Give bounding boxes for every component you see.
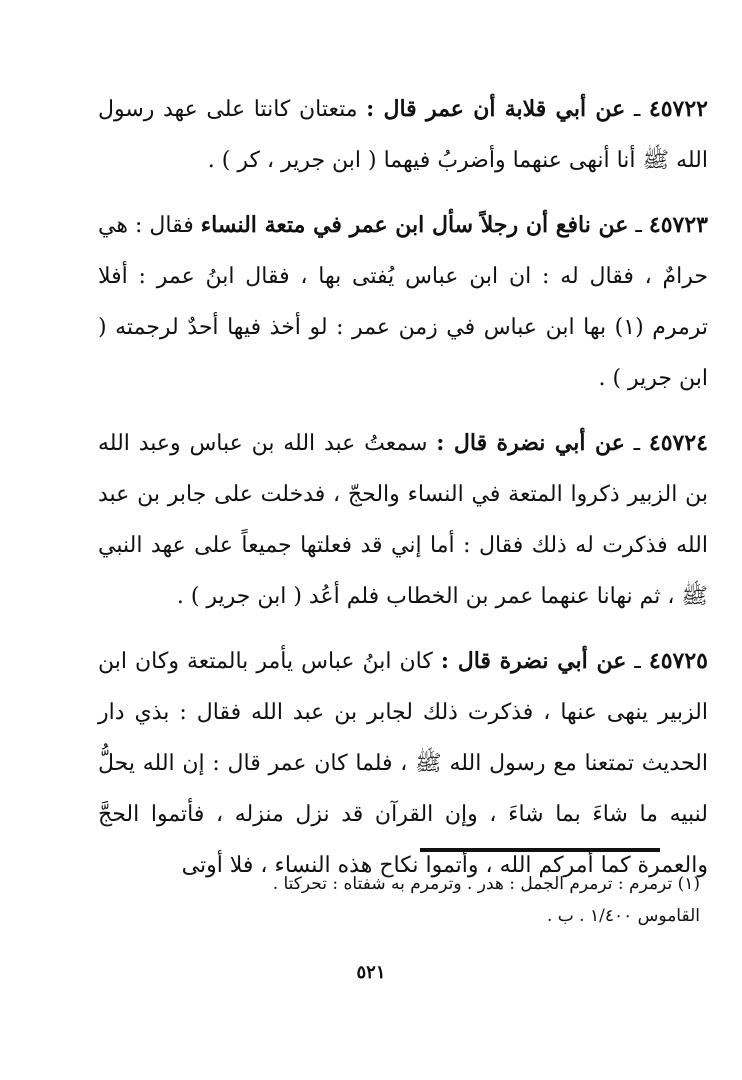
entry-text: كان ابنُ عباس يأمر بالمتعة وكان ابن الزبير ينهى عنها ، فذكرت ذلك لجابر بن عبد الله فقال : بذي دار الحديث تمتعنا مع رسول الله ﷺ ، فلما كان عمر قال : إن الله يحلُّ لنبيه ما شاءَ بما شاءَ ، وإن القرآن قد نزل منزله ، فأتموا الحجَّ والعمرة كما أمركم الله ، وأتموا نكاح هذه النساء ، فلا أوتى xyxy=(98,649,708,878)
hadith-entry-45724 xyxy=(98,418,708,622)
main-text xyxy=(98,84,708,905)
separator: ـ xyxy=(625,97,641,122)
entry-text: سمعتُ عبد الله بن عباس وعبد الله بن الزبير ذكروا المتعة في النساء والحجّ ، فدخلت على جابر بن عبد الله فذكرت له ذلك فقال : أما إني قد فعلتها جميعاً على عهد النبي ﷺ ، ثم نهانا عنهما عمر بن الخطاب فلم أعُد ( ابن جرير ) . xyxy=(98,431,708,609)
entry-text: متعتان كانتا على عهد رسول الله ﷺ أنا أنهى عنهما وأضربُ فيهما ( ابن جرير ، كر ) . xyxy=(98,97,708,173)
entry-text: فقال : هي حرامٌ ، فقال له : ان ابن عباس يُفتى بها ، فقال ابنُ عمر : أفلا ترمرم (١) بها ابن عباس في زمن عمر : لو أخذ فيها أحدٌ لرجمته ( ابن جرير ) . xyxy=(98,213,709,391)
entry-number: ٤٥٧٢٥ xyxy=(648,648,708,674)
footnote xyxy=(100,868,700,932)
entry-lead: عن أبي نضرة قال : xyxy=(436,430,625,456)
page-number: ٥٢١ xyxy=(356,962,386,983)
separator: ـ xyxy=(628,213,642,238)
entry-number: ٤٥٧٢٣ xyxy=(648,212,708,238)
entry-lead: عن أبي نضرة قال : xyxy=(440,648,627,674)
hadith-entry-45723 xyxy=(98,200,708,404)
hadith-entry-45722 xyxy=(98,84,708,186)
separator: ـ xyxy=(626,649,641,674)
entry-number: ٤٥٧٢٢ xyxy=(648,96,708,122)
entry-lead: عن أبي قلابة أن عمر قال : xyxy=(366,96,626,122)
separator: ـ xyxy=(624,431,641,456)
entry-number: ٤٥٧٢٤ xyxy=(648,430,708,456)
hadith-entry-45725 xyxy=(98,636,708,891)
entry-lead: عن نافع أن رجلاً سأل ابن عمر في متعة النساء xyxy=(200,212,629,238)
footnote-line-1: (١) ترمرم : ترمرم الجمل : هدر . وترمرم به شفتاه : تحركتا . xyxy=(272,874,700,894)
footnote-line-2: القاموس ١/٤٠٠ . ب . xyxy=(546,906,700,926)
footnote-divider xyxy=(420,848,660,852)
